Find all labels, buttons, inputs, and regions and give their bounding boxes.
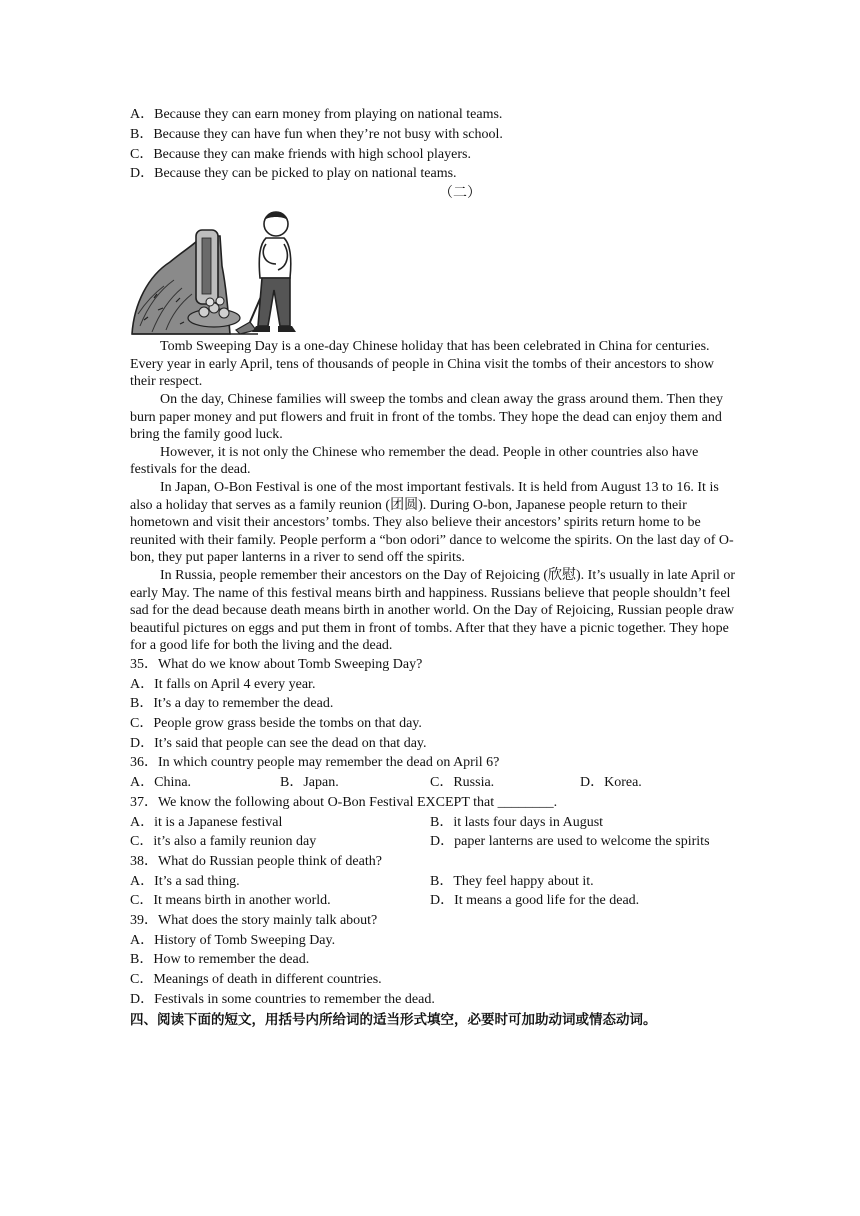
option-b: B．Japan.: [280, 775, 339, 791]
options-row: [130, 832, 740, 852]
option-d: D．Because they can be picked to play on national teams.: [130, 166, 457, 182]
option-d: D．Festivals in some countries to remember the dead.: [130, 991, 435, 1007]
option-a: A．Because they can earn money from playing on national teams.: [130, 107, 503, 122]
question-36: [130, 753, 740, 792]
option-c: C．Meanings of death in different countries.: [130, 972, 382, 988]
option-b: B．They feel happy about it.: [430, 873, 594, 889]
question-39: [130, 911, 740, 1010]
option-c: C．it’s also a family reunion day: [130, 834, 317, 850]
q34-options: [130, 105, 740, 184]
option-a: A．It’s a sad thing.: [130, 873, 240, 889]
question-stem: 35．What do we know about Tomb Sweeping Day?: [130, 656, 423, 672]
options-row: [130, 872, 740, 892]
option-b: B．it lasts four days in August: [430, 814, 604, 830]
options-row: [130, 813, 740, 833]
option-c: C．People grow grass beside the tombs on that day.: [130, 715, 422, 731]
passage-paragraph: Tomb Sweeping Day is a one-day Chinese holiday that has been celebrated in China for centuries. Every year in early April, tens of thousands of people in China visit the tombs of their ancestors to show their respect.: [130, 339, 714, 390]
passage: [130, 338, 740, 655]
section-4-heading: 四、阅读下面的短文，用括号内所给词的适当形式填空，必要时可加助动词或情态动词。: [130, 1011, 657, 1028]
tomb-sweeping-illustration-icon: [130, 206, 330, 338]
option-d: D．paper lanterns are used to welcome the spirits: [430, 834, 710, 850]
option-c: C．It means birth in another world.: [130, 893, 331, 909]
options-row: [130, 891, 740, 911]
tomb-sweeping-illustration: [130, 206, 740, 338]
section-mark: （二）: [439, 186, 481, 202]
passage-paragraph: However, it is not only the Chinese who remember the dead. People in other countries also have festivals for the dead.: [130, 444, 699, 478]
passage-paragraph: In Japan, O-Bon Festival is one of the most important festivals. It is held from August 13 to 16. It is also a holiday that serves as a family reunion (团圆). During O-bon, Japanese people return to their hometown and visit their ancestors’ tombs. They also believe their ancestors’ spirits return home to be reunited with their family. People perform a “bon odori” dance to welcome the spirits. On the last day of O-bon, they put paper lanterns in a river to send off the spirits.: [130, 479, 734, 566]
question-35: [130, 655, 740, 754]
exam-page: [130, 105, 740, 1030]
option-c: C．Because they can make friends with high school players.: [130, 146, 471, 162]
option-b: B．How to remember the dead.: [130, 952, 310, 968]
question-stem: 37．We know the following about O-Bon Festival EXCEPT that ________.: [130, 794, 558, 810]
question-stem: 36．In which country people may remember the dead on April 6?: [130, 755, 500, 771]
option-b: B．It’s a day to remember the dead.: [130, 696, 334, 712]
options-row: [130, 773, 740, 793]
option-d: D．Korea.: [580, 775, 642, 791]
option-c: C．Russia.: [430, 775, 495, 791]
question-37: [130, 793, 740, 852]
question-stem: 39．What does the story mainly talk about?: [130, 913, 378, 929]
option-a: A．China.: [130, 775, 192, 791]
option-d: D．It means a good life for the dead.: [430, 893, 640, 909]
passage-paragraph: On the day, Chinese families will sweep the tombs and clean away the grass around them. Then they burn paper money and put flowers and fruit in front of the tombs. They hope the dead can enjoy them and bring the family good luck.: [130, 391, 723, 443]
option-a: A．it is a Japanese festival: [130, 814, 283, 830]
option-b: B．Because they can have fun when they’re not busy with school.: [130, 126, 503, 142]
passage-paragraph: In Russia, people remember their ancestors on the Day of Rejoicing (欣慰). It’s usually in late April or early May. The name of this festival means birth and happiness. Russians believe that people shouldn’t feel sad for the dead because death means birth in another world. On the Day of Rejoicing, Russian people draw beautiful pictures on eggs and put them in front of tombs. After that they have a picnic together. They hope for a good life for both the living and the dead.: [130, 567, 736, 654]
question-stem: 38．What do Russian people think of death?: [130, 853, 382, 869]
option-a: A．It falls on April 4 every year.: [130, 676, 316, 692]
question-38: [130, 852, 740, 911]
option-d: D．It’s said that people can see the dead on that day.: [130, 735, 427, 751]
option-a: A．History of Tomb Sweeping Day.: [130, 932, 336, 948]
